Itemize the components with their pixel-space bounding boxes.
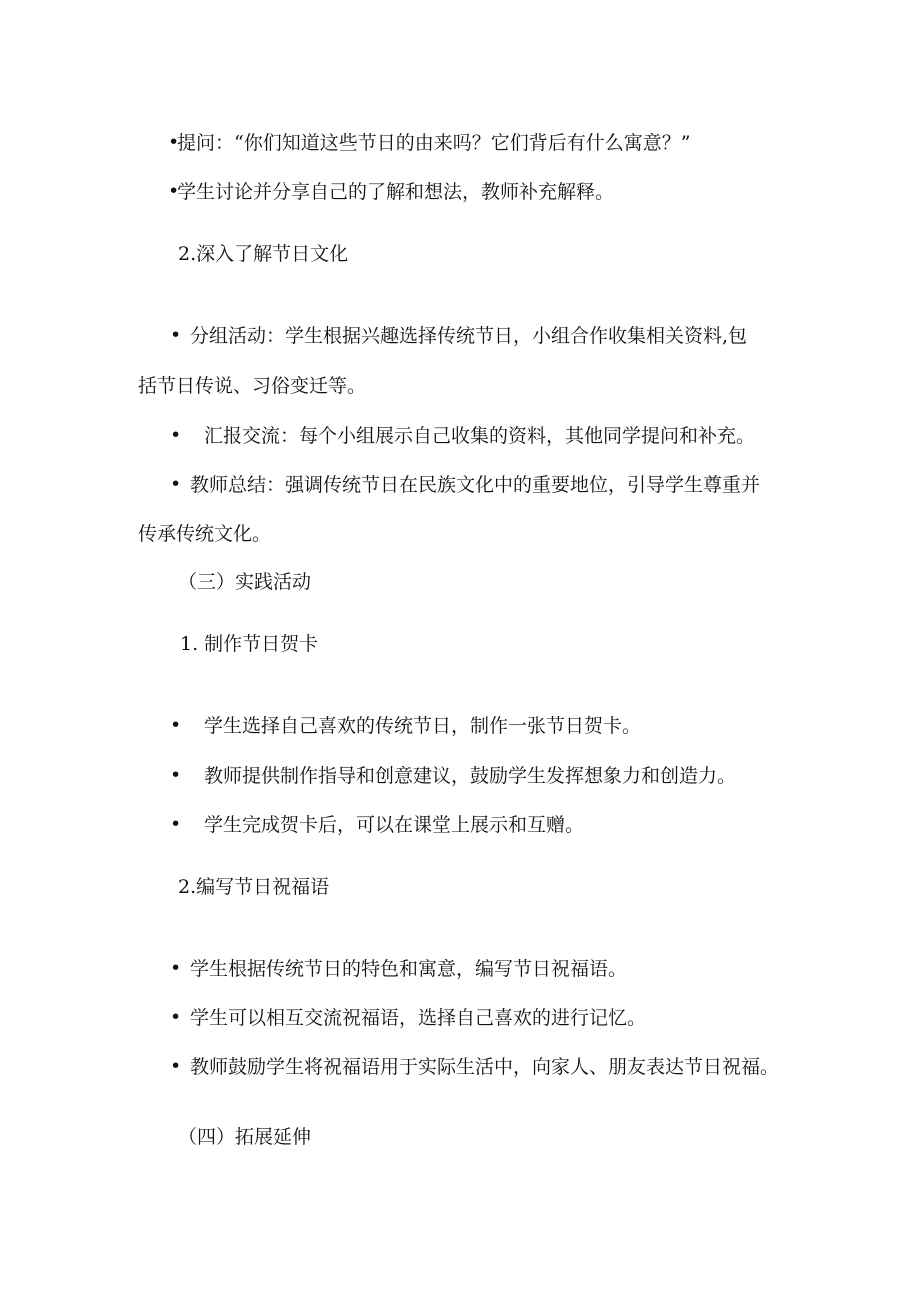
section-practice-heading: （三）实践活动 — [178, 571, 312, 593]
group-activity-line-2: 括节日传说、习俗变迁等。 — [138, 375, 367, 397]
section-extend-heading: （四）拓展延伸 — [178, 1126, 312, 1148]
blessing-item-3: 教师鼓励学生将祝福语用于实际生活中，向家人、朋友表达节日祝福。 — [190, 1056, 780, 1078]
group-activity-line-1: 分组活动：学生根据兴趣选择传统节日，小组合作收集相关资料,包 — [190, 325, 748, 347]
bullet-icon: • — [170, 764, 182, 786]
bullet-icon: • — [170, 813, 182, 835]
subheading-blessing: 2.编写节日祝福语 — [178, 876, 330, 898]
bullet-icon: • — [170, 1055, 182, 1077]
bullet-icon: • — [170, 714, 182, 736]
summary-line-2: 传承传统文化。 — [138, 523, 272, 545]
blessing-item-2: 学生可以相互交流祝福语，选择自己喜欢的进行记忆。 — [190, 1007, 647, 1029]
card-item-2: 教师提供制作指导和创意建议，鼓励学生发挥想象力和创造力。 — [204, 765, 737, 787]
subheading-culture: 2.深入了解节日文化 — [178, 243, 349, 265]
summary-line-1: 教师总结：强调传统节日在民族文化中的重要地位，引导学生尊重并 — [190, 474, 761, 496]
subheading-card: 1. 制作节日贺卡 — [180, 633, 319, 655]
card-item-3: 学生完成贺卡后，可以在课堂上展示和互赠。 — [204, 814, 585, 836]
bullet-icon: • — [170, 424, 182, 446]
discussion-line: 学生讨论并分享自己的了解和想法，教师补充解释。 — [177, 181, 615, 203]
bullet-icon: • — [170, 957, 182, 979]
bullet-icon: • — [170, 473, 182, 495]
bullet-icon: • — [168, 131, 180, 153]
blessing-item-1: 学生根据传统节日的特色和寓意，编写节日祝福语。 — [190, 958, 628, 980]
report-line: 汇报交流：每个小组展示自己收集的资料，其他同学提问和补充。 — [204, 425, 756, 447]
bullet-icon: • — [168, 180, 180, 202]
bullet-icon: • — [170, 324, 182, 346]
question-line: 提问：“你们知道这些节日的由来吗？它们背后有什么寓意？” — [177, 132, 691, 154]
bullet-icon: • — [170, 1006, 182, 1028]
card-item-1: 学生选择自己喜欢的传统节日，制作一张节日贺卡。 — [204, 715, 642, 737]
